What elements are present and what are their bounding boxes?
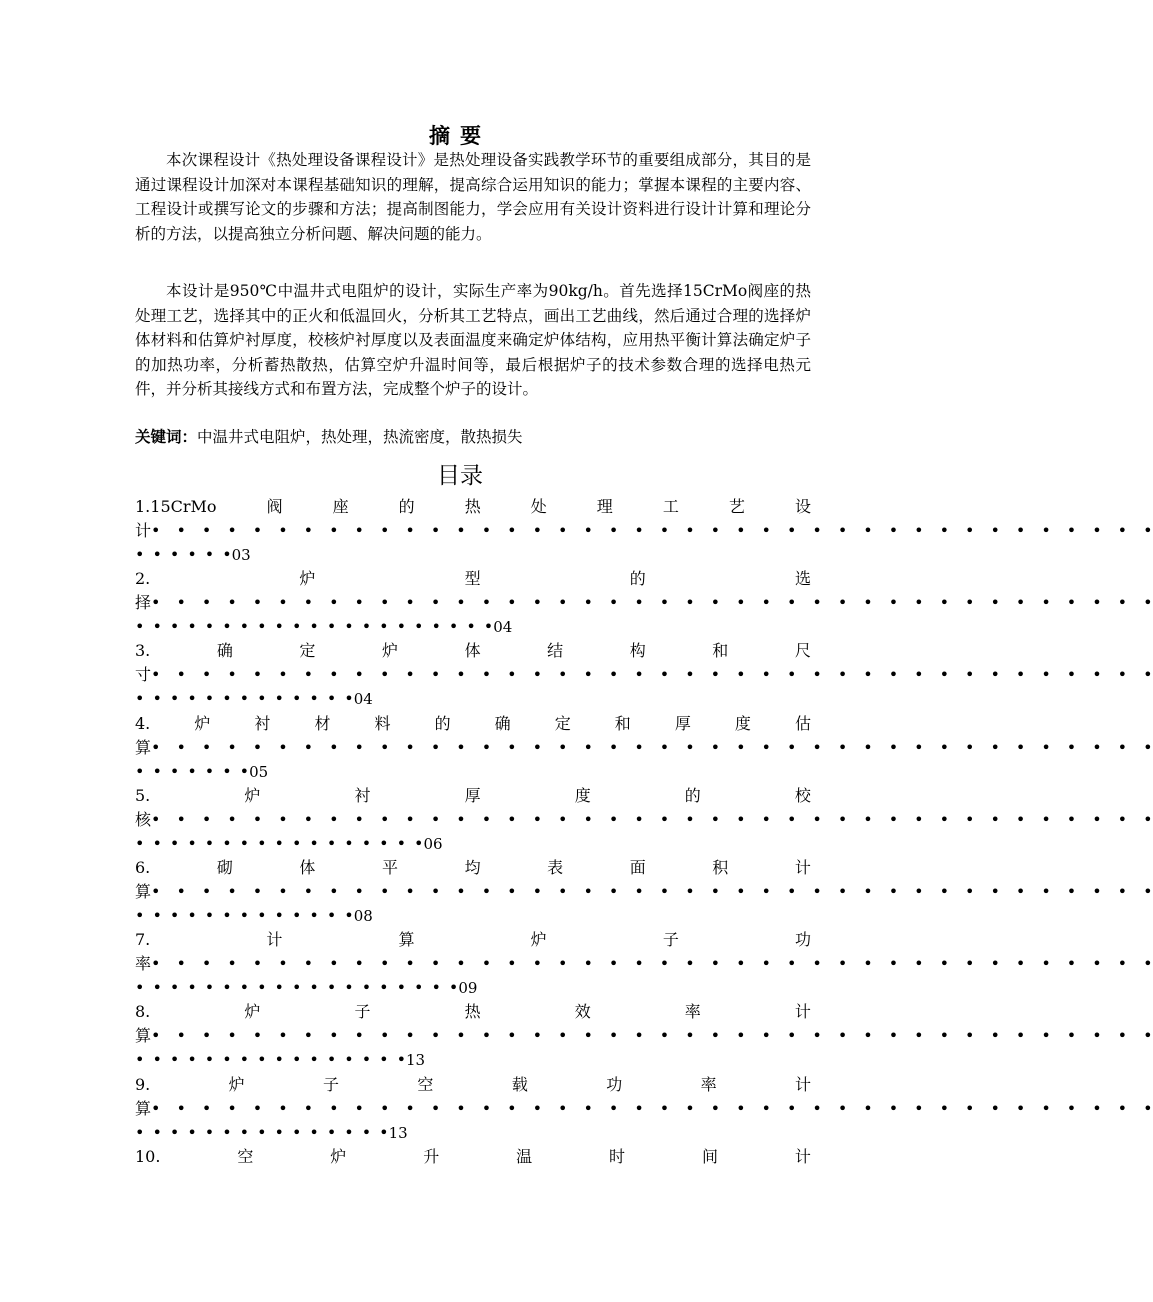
toc-entry[interactable]	[135, 928, 1153, 1000]
toc-entry[interactable]	[135, 712, 1153, 784]
toc-entry-title-char: 的	[398, 497, 415, 516]
toc-entry-title-char: 炉	[244, 1002, 261, 1022]
toc-entry-dots-line	[135, 880, 1153, 904]
toc-entry[interactable]	[135, 567, 1153, 639]
toc-entry-title-char: 率	[684, 1002, 701, 1022]
toc-entry-title-line	[135, 567, 811, 591]
toc-page-number: 13	[406, 1051, 426, 1070]
toc-entry-title-char: 型	[464, 569, 481, 589]
toc-entry-title-char: 功	[794, 930, 811, 950]
toc-title: 目录	[437, 463, 483, 489]
toc-entry-title-char: 定	[299, 641, 316, 661]
toc-entry-title-char: 衬	[254, 713, 271, 733]
toc-entry-title-char: 子	[662, 930, 679, 950]
toc-leader-dots: • • • • • • • • • • • • • • • • • • • • • • • • • • • • • • • • • • • • • • • •	[151, 1098, 1153, 1118]
abstract-paragraph-2: 本设计是950℃中温井式电阻炉的设计，实际生产率为90kg/h。首先选择15CrMo阀座的热处理工艺，选择其中的正火和低温回火，分析其工艺特点，画出工艺曲线，然后通过合理的选择炉体材料和估算炉衬厚度，校核炉衬厚度以及表面温度来确定炉体结构，应用热平衡计算法确定炉子的加热功率，分析蓄热散热，估算空炉升温时间等，最后根据炉子的技术参数合理的选择电热元件，并分析其接线方式和布置方法，完成整个炉子的设计。	[135, 282, 811, 398]
toc-entry-title-char: 砌	[216, 857, 233, 877]
toc-entry-title-char: 体	[464, 641, 481, 661]
keywords-line	[135, 425, 811, 449]
toc-entry-title-char: 座	[332, 497, 349, 516]
toc-entry-title-line	[135, 495, 811, 519]
toc-entry-number: 10.	[135, 1146, 161, 1166]
toc-entry-title-char: 平	[381, 857, 398, 877]
toc-entry-title-line	[135, 784, 811, 808]
toc-entry-number: 6.	[135, 857, 151, 877]
toc-entry-title-char: 温	[516, 1146, 533, 1166]
toc-entry-title-char: 空	[417, 1074, 434, 1094]
toc-entry-title-char: 结	[547, 641, 564, 661]
toc-entry-dots-line	[135, 808, 1153, 832]
toc-entry-page-line	[135, 976, 811, 1000]
toc-entry-number: 1.15CrMo	[135, 497, 217, 516]
toc-entry-title-end: 择	[135, 593, 152, 613]
toc-entry-dots-line	[135, 952, 1153, 976]
toc-entry-title-char: 计	[794, 1002, 811, 1022]
toc-entry-title-char: 的	[434, 713, 451, 733]
toc-leader-dots: • • • • • • • • • • • • • • • • • • •	[135, 978, 459, 998]
toc-entry-title-char: 工	[662, 497, 679, 516]
toc-entry-title-char: 率	[700, 1074, 717, 1094]
toc-entry-title-char: 计	[794, 1074, 811, 1094]
toc-entry-title-char: 阀	[266, 497, 283, 516]
toc-entry[interactable]	[135, 1000, 1153, 1072]
toc-entry-number: 7.	[135, 930, 151, 950]
toc-leader-dots: • • • • • • • • • • • • • • • •	[135, 1050, 406, 1070]
toc-entry-title-end: 核	[135, 809, 152, 829]
toc-entry-title-line	[135, 856, 811, 880]
toc-entry-title-char: 炉	[228, 1074, 245, 1094]
toc-entry-title-char: 构	[629, 641, 646, 661]
toc-entry-title-char: 算	[398, 930, 415, 950]
toc-entry-title-char: 表	[547, 857, 564, 877]
toc-entry[interactable]	[135, 495, 1153, 567]
toc-entry-dots-line	[135, 1024, 1153, 1048]
toc-entry-title-char: 均	[464, 857, 481, 877]
toc-entry-title-char: 料	[374, 713, 391, 733]
toc-entry-title-char: 热	[464, 497, 481, 516]
toc-page-number: 09	[458, 979, 478, 998]
toc-entry-title-end: 寸	[135, 665, 152, 685]
toc-page-number: 08	[353, 906, 373, 925]
toc-entry-title-end: 算	[135, 737, 152, 757]
toc-entry-number: 2.	[135, 569, 151, 589]
toc-entry-page-line	[135, 1121, 811, 1145]
toc-entry-title-char: 处	[530, 497, 547, 516]
toc-entry-title-char: 功	[606, 1074, 623, 1094]
toc-entry-dots-line	[135, 1097, 1153, 1121]
toc-entry-title-line	[135, 712, 811, 736]
toc-leader-dots: • • • • • • • • • • • • • • • • • • • • • • • • • • • • • • • • • • • • • • • •	[151, 593, 1153, 613]
toc-entry-title-end: 计	[135, 521, 152, 540]
toc-entry-title-char: 升	[423, 1146, 440, 1166]
toc-entry-title-char: 时	[609, 1146, 626, 1166]
toc-leader-dots: • • • • • • •	[135, 761, 250, 781]
toc-entry-title-char: 体	[299, 857, 316, 877]
toc-entry-title-line	[135, 1145, 811, 1169]
toc-leader-dots: • • • • • • • • • • • • • • • • • • • • • • • • • • • • • • • • • • • • • • • •	[151, 881, 1153, 901]
toc-entry-title-line	[135, 928, 811, 952]
toc-entry-title-char: 设	[794, 497, 811, 516]
toc-entry-title-char: 载	[511, 1074, 528, 1094]
toc-leader-dots: • • • • • • • • • • • • • • • • • • • • • • • • • • • • • • • • • • • • • • • •	[151, 665, 1153, 685]
toc-entry-title-char: 计	[794, 857, 811, 877]
toc-entry-title-char: 炉	[244, 785, 261, 805]
toc-entry-title-char: 炉	[381, 641, 398, 661]
toc-entry-title-char: 子	[323, 1074, 340, 1094]
toc-entry-title-end: 算	[135, 1098, 152, 1118]
toc-page-number: 13	[388, 1123, 408, 1142]
toc-leader-dots: • • • • • • • • • • • • • • • • • • • • • • • • • • • • • • • • • • • • • • • •	[151, 521, 1153, 540]
toc-entry-title-char: 计	[794, 1146, 811, 1166]
toc-entry-number: 9.	[135, 1074, 151, 1094]
toc-entry-title-char: 理	[596, 497, 613, 516]
toc-page-number: 04	[493, 618, 513, 637]
toc-entry-title-char: 确	[494, 713, 511, 733]
toc-entry-title-char: 间	[701, 1146, 718, 1166]
toc-entry-title-char: 定	[554, 713, 571, 733]
toc-entry-number: 5.	[135, 785, 151, 805]
toc-entry-title-char: 尺	[794, 641, 811, 661]
toc-leader-dots: • • • • • • • • • • • • • • • • • • • • • • • • • • • • • • • • • • • • • • • •	[151, 737, 1153, 757]
toc-entry-title-char: 炉	[194, 713, 211, 733]
toc-leader-dots: • • • • • • • • • • • • • • • • • • • • •	[135, 617, 494, 637]
toc-entry-title-char: 估	[794, 713, 811, 733]
toc-entry-title-char: 空	[237, 1146, 254, 1166]
toc-entry-title-char: 计	[266, 930, 283, 950]
keywords-label: 关键词：	[135, 428, 198, 446]
toc-leader-dots: • • • • • •	[135, 545, 232, 564]
toc-entry-dots-line	[135, 736, 1153, 760]
toc-entry[interactable]	[135, 639, 1153, 711]
toc-entry-dots-line	[135, 591, 1153, 615]
keywords-text: 中温井式电阻炉，热处理，热流密度，散热损失	[197, 428, 523, 446]
toc-entry-number: 8.	[135, 1002, 151, 1022]
toc-entry-title-line	[135, 1073, 811, 1097]
toc-entry-title-char: 厚	[674, 713, 691, 733]
toc-page-number: 04	[353, 690, 373, 709]
abstract-paragraph-1: 本次课程设计《热处理设备课程设计》是热处理设备实践教学环节的重要组成部分，其目的是通过课程设计加深对本课程基础知识的理解，提高综合运用知识的能力；掌握本课程的主要内容、工程设计或撰写论文的步骤和方法；提高制图能力，学会应用有关设计资料进行设计计算和理论分析的方法，以提高独立分析问题、解决问题的能力。	[135, 151, 811, 243]
toc-entry-title-end: 算	[135, 1026, 152, 1046]
toc-page-number: 06	[423, 834, 443, 853]
toc-entry-title-char: 和	[614, 713, 631, 733]
toc-page-number: 05	[249, 762, 269, 781]
toc-entry-page-line	[135, 615, 811, 639]
toc-leader-dots: • • • • • • • • • • • • • • • • • • • • • • • • • • • • • • • • • • • • • • • •	[151, 954, 1153, 974]
toc-entry-page-line	[135, 543, 811, 567]
toc-entry-number: 4.	[135, 713, 151, 733]
abstract-title: 摘要	[429, 124, 491, 148]
toc-leader-dots: • • • • • • • • • • • • • • • • • • • • • • • • • • • • • • • • • • • • • • • •	[151, 809, 1153, 829]
toc-entry[interactable]	[135, 856, 1153, 928]
toc-entry-title-char: 效	[574, 1002, 591, 1022]
toc-entry-page-line	[135, 832, 811, 856]
toc-entry-number: 3.	[135, 641, 151, 661]
toc-entry-page-line	[135, 904, 811, 928]
toc-leader-dots: • • • • • • • • • • • • • • • • •	[135, 833, 424, 853]
toc-entry-title-char: 的	[629, 569, 646, 589]
toc-entry[interactable]	[135, 1145, 811, 1217]
toc-entry-title-char: 炉	[530, 930, 547, 950]
toc-entry-page-line	[135, 687, 811, 711]
toc-entry-dots-line	[135, 519, 1153, 543]
toc-entry-title-end: 算	[135, 881, 152, 901]
toc-entry-title-char: 炉	[299, 569, 316, 589]
toc-entry-title-line	[135, 639, 811, 663]
toc-entry-title-char: 子	[354, 1002, 371, 1022]
toc-entry-title-char: 和	[712, 641, 729, 661]
toc-entry[interactable]	[135, 1073, 1153, 1145]
toc-entry-page-line	[135, 760, 811, 784]
toc-entry-title-char: 的	[684, 785, 701, 805]
toc-entry-title-char: 积	[712, 857, 729, 877]
toc-entry-title-char: 艺	[728, 497, 745, 516]
toc-entry-title-char: 度	[574, 785, 591, 805]
toc-entry[interactable]	[135, 784, 1153, 856]
toc-entry-title-char: 度	[734, 713, 751, 733]
toc-entry-title-char: 选	[794, 569, 811, 589]
toc-entry-title-line	[135, 1000, 811, 1024]
toc-entry-title-char: 面	[629, 857, 646, 877]
toc-entry-page-line	[135, 1048, 811, 1072]
toc-leader-dots: • • • • • • • • • • • • •	[135, 689, 354, 709]
toc-entry-title-end: 率	[135, 954, 152, 974]
toc-entry-title-char: 衬	[354, 785, 371, 805]
toc-leader-dots: • • • • • • • • • • • • • • •	[135, 1122, 389, 1142]
toc-entry-title-char: 确	[216, 641, 233, 661]
toc-entry-dots-line	[135, 663, 1153, 687]
toc-leader-dots: • • • • • • • • • • • • •	[135, 905, 354, 925]
toc-entry-title-char: 炉	[330, 1146, 347, 1166]
toc-entry-title-char: 材	[314, 713, 331, 733]
table-of-contents	[135, 495, 1153, 1217]
toc-leader-dots: • • • • • • • • • • • • • • • • • • • • • • • • • • • • • • • • • • • • • • • •	[151, 1026, 1153, 1046]
toc-entry-title-char: 热	[464, 1002, 481, 1022]
toc-page-number: 03	[231, 546, 251, 564]
toc-entry-title-char: 校	[794, 785, 811, 805]
toc-entry-title-char: 厚	[464, 785, 481, 805]
